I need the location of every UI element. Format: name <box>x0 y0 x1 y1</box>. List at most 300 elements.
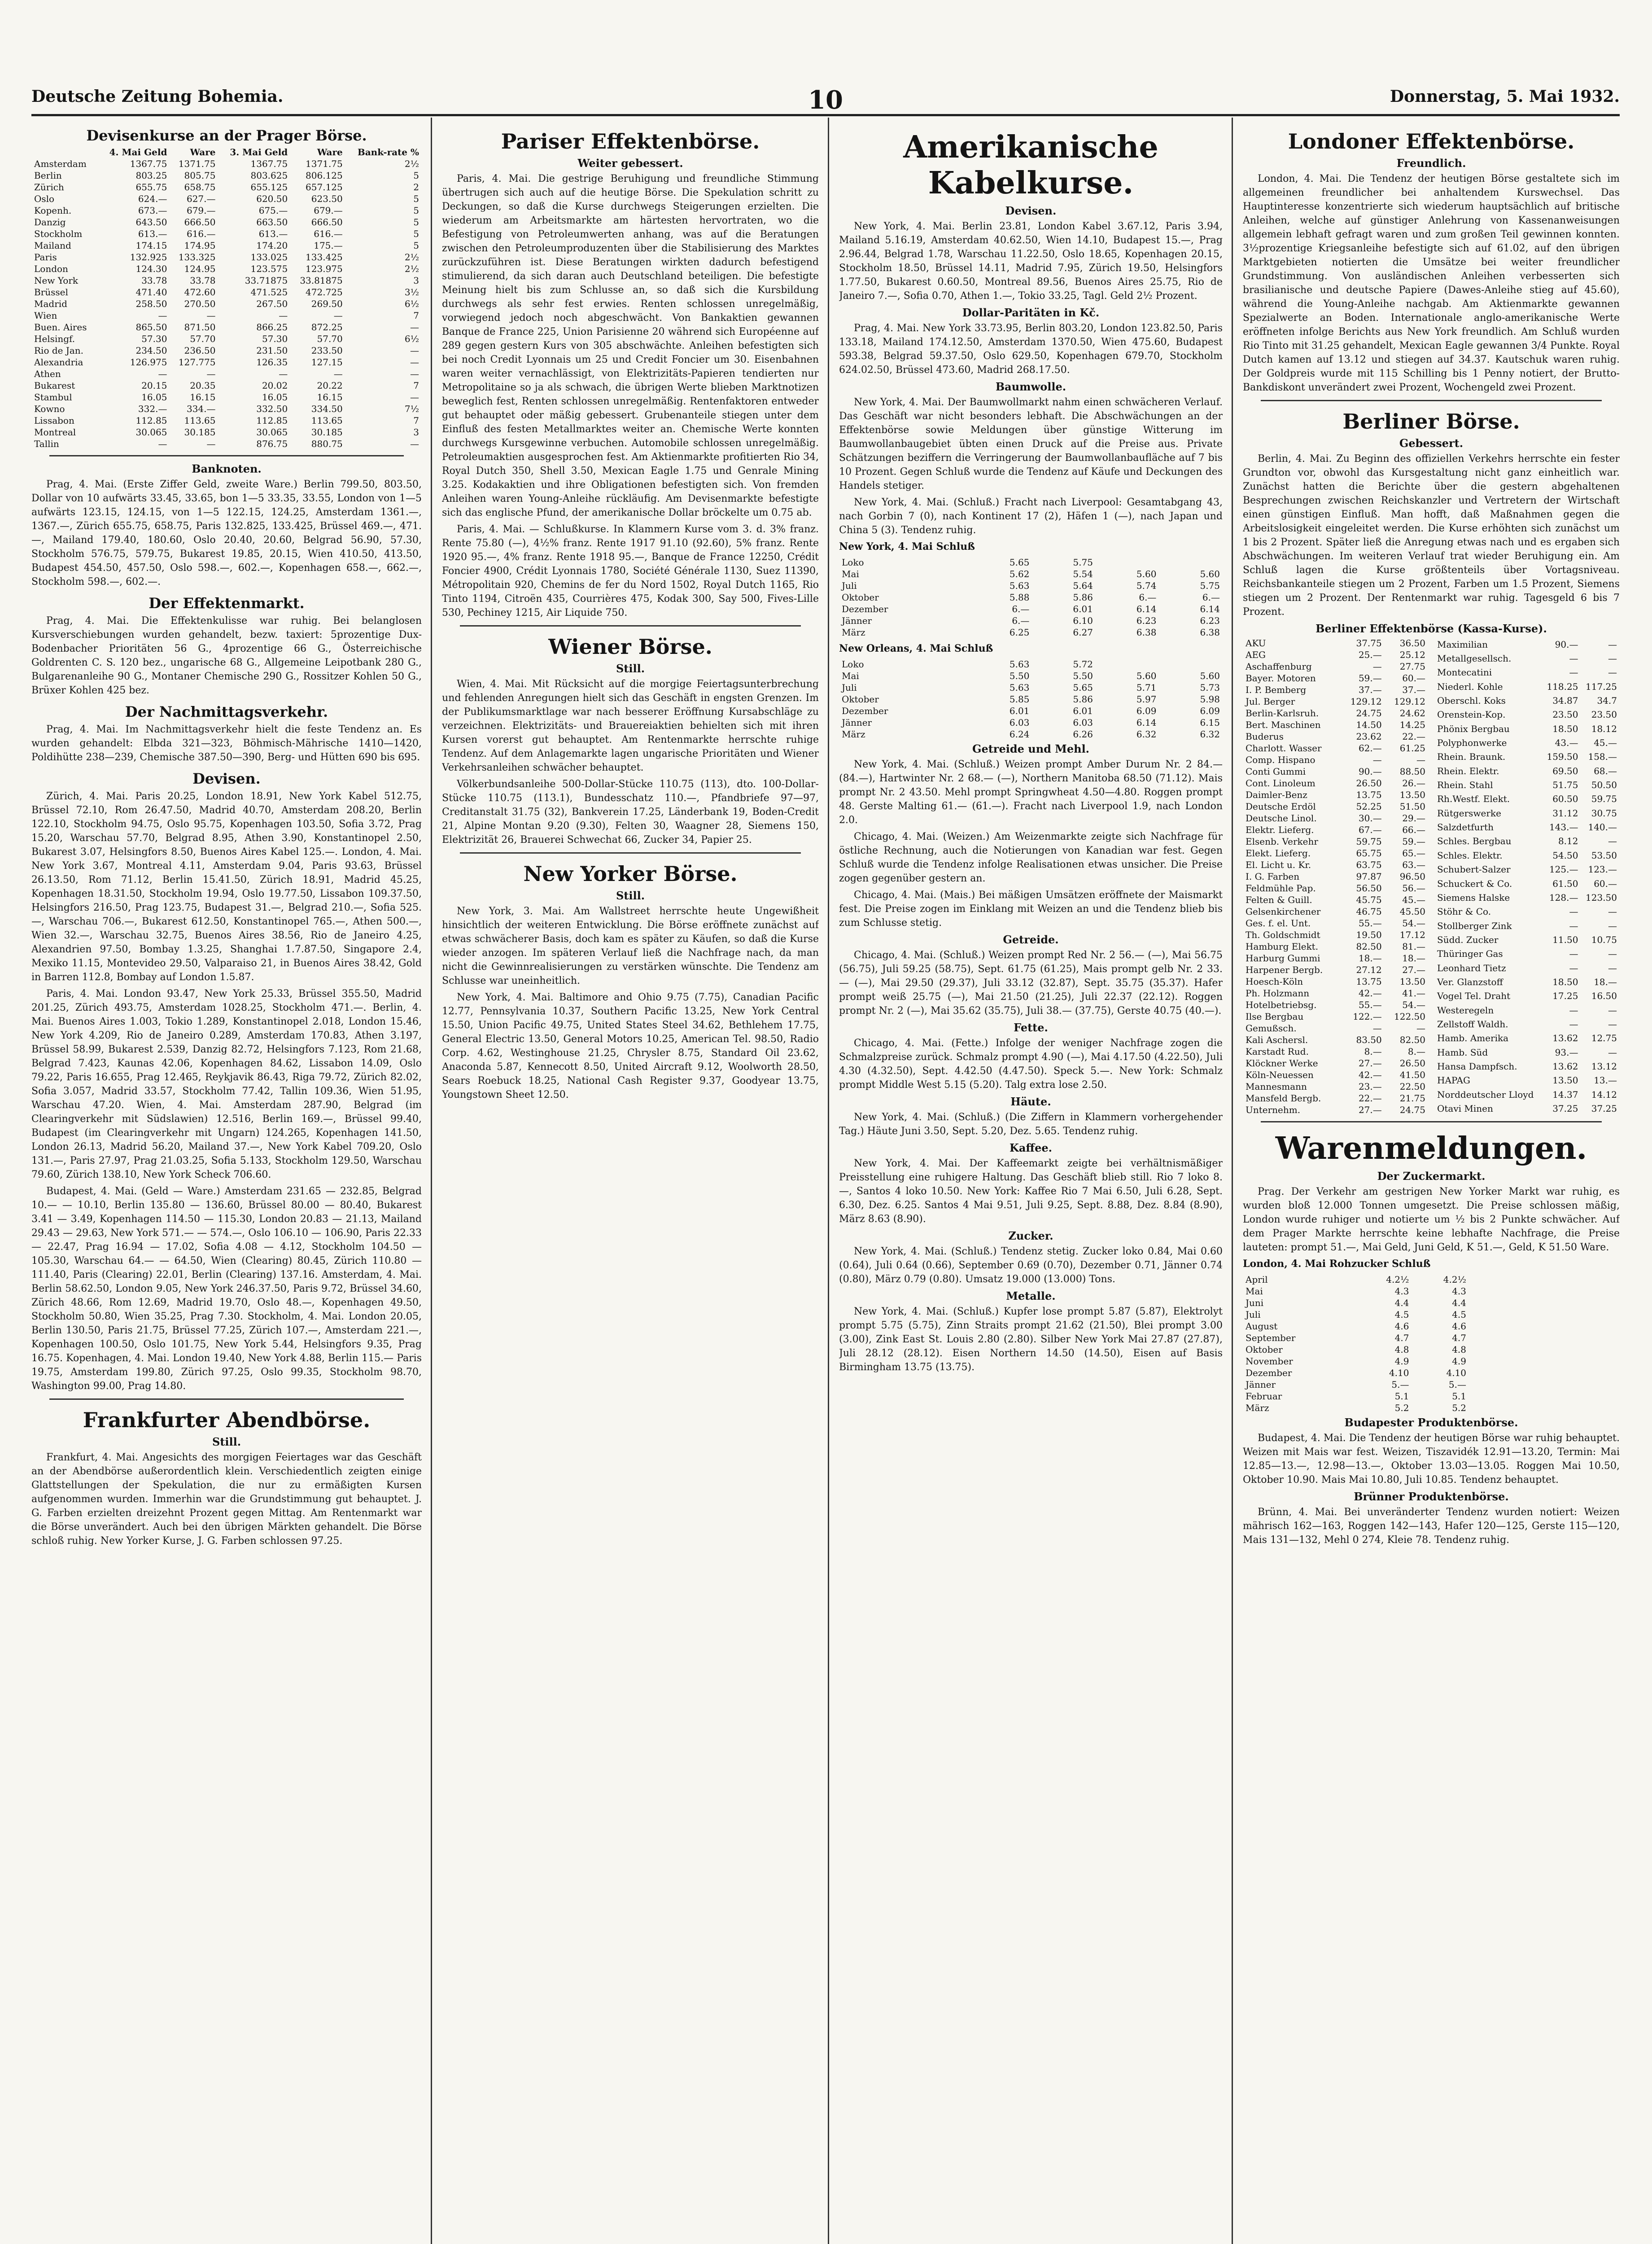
fette-subtitle: Fette. <box>1014 1021 1048 1034</box>
table-cell: 20.15 <box>141 380 167 391</box>
table-cell: Maximilian <box>1437 639 1488 650</box>
table-cell: 6.09 <box>1136 706 1157 716</box>
table-cell: 30.— <box>1358 813 1382 824</box>
table-cell: Oktober <box>842 694 879 705</box>
table-cell: 112.85 <box>135 415 167 426</box>
table-cell: 12.75 <box>1591 1033 1617 1044</box>
table-cell: 18.50 <box>1552 976 1578 987</box>
kassa-row <box>1243 882 1428 894</box>
table-cell: Kowno <box>34 403 65 414</box>
table-cell: HAPAG <box>1437 1075 1470 1086</box>
table-cell: Februar <box>1246 1391 1282 1402</box>
table-cell: 93.— <box>1555 1047 1578 1058</box>
table-cell: 6.24 <box>1009 729 1030 740</box>
table-cell: Wien <box>34 310 57 321</box>
table-cell: 14.25 <box>1399 719 1425 730</box>
table-cell: 4.7 <box>1394 1332 1409 1343</box>
table-cell: 5.75 <box>1200 580 1220 591</box>
kassa-row <box>1243 1034 1428 1046</box>
kassa-row <box>1434 863 1620 877</box>
table-cell: 27.12 <box>1356 964 1382 975</box>
budapester-title: Budapester Produktenbörse. <box>1344 1416 1518 1429</box>
table-cell: 18.— <box>1358 953 1382 964</box>
table-cell: 334.— <box>186 403 216 414</box>
table-cell: — <box>206 438 216 449</box>
table-cell: Hansa Dampfsch. <box>1437 1061 1517 1072</box>
table-cell: Tallin <box>34 438 59 449</box>
table-cell: Oktober <box>1246 1344 1283 1355</box>
table-cell: 4.8 <box>1394 1344 1409 1355</box>
table-cell: 13.12 <box>1591 1061 1617 1072</box>
table-cell: — <box>1372 1023 1382 1034</box>
table-cell: 133.425 <box>306 252 343 263</box>
section-title-frankfurt: Frankfurter Abendbörse. <box>83 1408 371 1432</box>
kassa-row <box>1243 976 1428 987</box>
table-cell: 4.2½ <box>1386 1274 1409 1285</box>
table-cell: Dezember <box>1246 1367 1292 1378</box>
table-cell: 23.62 <box>1356 731 1382 742</box>
column-rule <box>431 118 432 2244</box>
table-cell: 67.— <box>1358 824 1382 835</box>
table-cell: 13.50 <box>1399 976 1425 987</box>
baumwolle-subtitle: Baumwolle. <box>995 380 1066 393</box>
table-cell: Ilse Bergbau <box>1246 1011 1304 1022</box>
kassa-row <box>1243 917 1428 929</box>
devisen-row <box>31 415 422 426</box>
table-cell: 5.— <box>1448 1379 1466 1390</box>
table-cell: 4.5 <box>1394 1309 1409 1320</box>
table-cell: Lissabon <box>34 415 74 426</box>
table-cell: — <box>1608 920 1617 931</box>
table-cell: — <box>1569 1004 1578 1016</box>
table-cell: 655.75 <box>135 182 167 193</box>
kassa-row <box>1434 848 1620 862</box>
table-cell: Amsterdam <box>34 158 87 169</box>
table-cell: Zellstoff Waldh. <box>1437 1018 1508 1030</box>
devisen-row <box>31 275 422 286</box>
kassa-row <box>1243 1022 1428 1034</box>
sugar-row <box>1243 1379 1469 1390</box>
table-cell: 6.— <box>1139 592 1157 603</box>
table-cell: 6.14 <box>1200 604 1220 614</box>
table-cell: 270.50 <box>184 298 216 309</box>
table-cell: 18.12 <box>1591 723 1617 734</box>
table-cell: Phönix Bergbau <box>1437 723 1510 734</box>
table-header: 4. Mai Geld <box>109 147 167 158</box>
kassa-row <box>1434 975 1620 989</box>
table-cell: Ges. f. el. Unt. <box>1246 918 1311 929</box>
devisen-text-3: Budapest, 4. Mai. (Geld — Ware.) Amsterdam 231.65 — 232.85, Belgrad 10.— — 10.10, Berlin 135.80 — 136.60, Brüssel 80.00 — 80.40, Bukarest 3.41 — 3.49, Kopenhagen 114.50 — 115.30, London 20.83 — 21.13, Mailand 29.43 — 29.63, New York 571.— — 574.—, Oslo 106.10 — 106.90, Paris 22.33 — 22.47, Prag 16.94 — 17.02, Sofia 4.08 — 4.12, Stockholm 104.50 — 105.30, Warschau 64.— — 64.50, Wien (Clearing) 80.45, Zürich 110.80 — 111.40, Paris (Clearing) 22.01, Berlin (Clearing) 137.16. Amsterdam, 4. Mai. Berlin 58.62.50, London 9.05, New York 246.37.50, Paris 9.72, Brüssel 34.60, Zürich 48.66, Rom 12.69, Madrid 19.70, Oslo 48.—, Kopenhagen 49.50, Stockholm 50.80, Wien 35.25, Prag 7.30. Stockholm, 4. Mai. London 20.05, Berlin 130.50, Paris 21.75, Brüssel 77.25, Zürich 107.—, Amsterdam 221.—, Kopenhagen 100.50, Oslo 101.75, New York 5.44, Helsingfors 9.35, Prag 16.75. Kopenhagen, 4. Mai. London 19.40, New York 4.88, Berlin 115.— Paris 19.75, Amsterdam 199.80, Zürich 97.25, Oslo 99.35, Stockholm 98.70, Washington 99.00, Prag 14.80. <box>31 1186 422 1392</box>
section-title-wien: Wiener Börse. <box>548 635 712 659</box>
table-cell: 96.50 <box>1399 871 1425 882</box>
table-cell: I. G. Farben <box>1246 871 1300 882</box>
chicago-text: Chicago, 4. Mai. (Weizen.) Am Weizenmarkte zeigte sich Nachfrage für östliche Rechnung, auch die Notierungen von Kanadian war fest. Gegen Schluß wurde die Tendenz infolge Realisationen etwas unsicher. Die Preise zogen gegenüber gestern an. <box>839 831 1223 884</box>
table-cell: 5.60 <box>1136 671 1157 681</box>
table-cell: 4.4 <box>1394 1297 1409 1308</box>
column-1 <box>31 121 422 2244</box>
table-cell: Schles. Bergbau <box>1437 836 1512 847</box>
table-cell: — <box>206 368 216 379</box>
table-cell: 37.25 <box>1552 1103 1578 1114</box>
table-cell: Leonhard Tietz <box>1437 962 1506 973</box>
table-cell: 613.— <box>258 228 288 239</box>
table-cell: 5.60 <box>1200 671 1220 681</box>
table-cell: 3½ <box>404 287 419 298</box>
table-cell: 69.50 <box>1552 765 1578 776</box>
section-title-devisen: Devisen. <box>192 770 261 787</box>
table-cell: 5.63 <box>1009 682 1030 693</box>
table-cell: 4.7 <box>1452 1332 1466 1343</box>
kassa-row <box>1434 806 1620 820</box>
table-cell: 34.87 <box>1552 695 1578 706</box>
table-cell: Felten & Guill. <box>1246 894 1312 905</box>
table-cell: 3 <box>413 427 419 438</box>
table-cell: Rütgerswerke <box>1437 807 1501 819</box>
table-cell: 876.75 <box>256 438 288 449</box>
table-cell: 60.— <box>1594 878 1617 889</box>
table-cell: Salzdetfurth <box>1437 822 1494 833</box>
table-cell: — <box>1608 906 1617 917</box>
table-header: Ware <box>317 147 343 158</box>
kassa-row <box>1434 637 1620 651</box>
table-cell: 627.— <box>186 193 216 204</box>
kassa-title: Berliner Effektenbörse (Kassa-Kurse). <box>1315 622 1547 635</box>
london-text: London, 4. Mai. Die Tendenz der heutigen Börse gestaltete sich im allgemeinen freundlicher bei anhaltendem Kurswechsel. Das Hauptinteresse konzentrierte sich wiederum hauptsächlich auf britische Anleihen, welche auf günstiger Anlehrung von Kassenanweisungen allgemein lebhaft gefragt waren und zum großen Teil gewinnen konnten. 3½prozentige Kriegsanleihe befestigte sich auf 61.02, auf den übrigen Marktgebieten notierten die Umsätze bei weiter freundlicher Grundstimmung. Von ausländischen Anleihen verbesserten sich brasilianische und deutsche Papiere (Dawes-Anleihe stieg auf 45.60), während die Young-Anleihe nachgab. Am Aktienmarkte gewannen Spezialwerte an Boden. Internationale anglo-amerikanische Werte eröffneten infolge Berichts aus New York freundlich. Am Schluß wurden Rio Tinto mit 31.25 gehandelt, Mexican Eagle gewannen 3/4 Punkte. Royal Dutch kamen auf 13.12 und stiegen auf 34.37. Kautschuk waren ruhig. Der Goldpreis wurde mit 115 Schilling bis 1 Penny notiert, der Brutto-Bankdiskont unverändert zwei Prozent, Wochengeld zwei Prozent. <box>1243 173 1620 393</box>
kassa-row <box>1243 836 1428 847</box>
table-cell: April <box>1246 1274 1268 1285</box>
table-cell: 63.75 <box>1356 859 1382 870</box>
sugar-row <box>1243 1285 1469 1297</box>
new-york-text: New York, 3. Mai. Am Wallstreet herrschte heute Ungewißheit hinsichtlich der weiteren Entwicklung. Die Börse eröffnete zunächst auf etwas schwächerer Basis, doch kam es später zu Käufen, so daß die Kurse wieder anzogen. Im späteren Verlauf ließ die Nachfrage nach, da man nicht die Gewinnrealisierungen zu verstärken wünschte. Die Tendenz am Schlusse war uneinheitlich. <box>442 906 819 986</box>
table-cell: — <box>1416 1023 1425 1034</box>
ny-cotton-table <box>839 557 1223 638</box>
table-cell: 471.525 <box>250 287 288 298</box>
table-cell: 45.50 <box>1399 906 1425 917</box>
table-cell: — <box>333 310 343 321</box>
wien-subtitle: Still. <box>616 662 645 675</box>
table-cell: 258.50 <box>135 298 167 309</box>
devisen-row <box>31 426 422 438</box>
table-cell: 19.50 <box>1356 929 1382 940</box>
devisen-row <box>31 368 422 380</box>
issue-date: Donnerstag, 5. Mai 1932. <box>1390 87 1620 106</box>
cotton-row <box>839 682 1223 693</box>
table-cell: 143.— <box>1549 822 1578 833</box>
table-cell: 16.05 <box>262 392 288 403</box>
table-cell: 57.70 <box>317 333 343 344</box>
table-cell: Norddeutscher Lloyd <box>1437 1089 1534 1100</box>
table-cell: — <box>1569 667 1578 678</box>
sugar-row <box>1243 1309 1469 1320</box>
table-cell: 159.50 <box>1547 751 1578 763</box>
divider <box>49 1398 404 1400</box>
table-cell: 8.— <box>1364 1046 1382 1057</box>
cotton-row <box>839 693 1223 705</box>
table-cell: 332.50 <box>256 403 288 414</box>
table-cell: 6.38 <box>1200 627 1220 638</box>
table-cell: 125.— <box>1549 864 1578 875</box>
table-cell: Thüringer Gas <box>1437 948 1503 960</box>
table-cell: — <box>158 368 167 379</box>
table-cell: 113.65 <box>184 415 216 426</box>
table-cell: 880.75 <box>311 438 343 449</box>
table-cell: 666.50 <box>184 217 216 228</box>
table-cell: — <box>410 392 419 403</box>
table-cell: Jänner <box>842 717 872 728</box>
table-cell: 16.15 <box>317 392 343 403</box>
table-cell: 33.71875 <box>245 275 288 286</box>
cotton-row <box>839 705 1223 717</box>
table-cell: 41.50 <box>1399 1069 1425 1080</box>
chicago-mais-text: Chicago, 4. Mai. (Mais.) Bei mäßigen Umsätzen eröffnete der Maismarkt fest. Die Preise zogen im Einklang mit Weizen an und die Tendenz blieb bis zum Schlusse stetig. <box>839 890 1223 929</box>
table-cell: Orenstein-Kop. <box>1437 709 1506 720</box>
table-cell: November <box>1246 1356 1293 1367</box>
kassa-row <box>1434 778 1620 792</box>
table-cell: 23.— <box>1358 1081 1382 1092</box>
kassa-row <box>1434 1045 1620 1059</box>
effektenmarkt-text: Prag, 4. Mai. Die Effektenkulisse war ruhig. Bei belanglosen Kursverschiebungen wurden gehandelt, bezw. taxiert: 5prozentige Dux-Bodenbacher Prioritäten 56 G., 4prozentige 66 G., Österreichische Goldrenten C. S. 120 bez., ungarische 68 G., Allgemeine Leipotbank 280 G., Bulgarenanleihe 90 G., Montaner Chemische 290 G., Rossitzer Kohlen 50 G., Brüxer Kohlen 425 bez. <box>31 615 422 696</box>
table-cell: 6.— <box>1012 604 1030 614</box>
table-cell: 25.12 <box>1399 649 1425 660</box>
sugar-row <box>1243 1355 1469 1367</box>
table-cell: — <box>1608 836 1617 847</box>
table-cell: 5.88 <box>1009 592 1030 603</box>
devisen-table <box>31 146 422 450</box>
kassa-row <box>1243 894 1428 906</box>
table-cell: 55.— <box>1358 918 1382 929</box>
table-cell: 61.25 <box>1399 743 1425 754</box>
table-cell: Kopenh. <box>34 205 72 216</box>
table-cell: 6½ <box>404 333 419 344</box>
table-cell: Hotelbetriebsg. <box>1246 999 1317 1010</box>
table-cell: 805.75 <box>184 170 216 181</box>
table-cell: 5 <box>413 193 419 204</box>
kassa-row <box>1434 722 1620 736</box>
table-cell: 22.— <box>1358 1093 1382 1104</box>
table-cell: 26.50 <box>1356 778 1382 789</box>
table-cell: 6.01 <box>1073 706 1093 716</box>
table-cell: 90.— <box>1555 639 1578 650</box>
divider <box>49 455 404 456</box>
table-cell: 54.50 <box>1552 850 1578 861</box>
table-cell: Paris <box>34 252 57 263</box>
table-cell: 865.50 <box>135 322 167 333</box>
table-cell: 59.— <box>1358 673 1382 684</box>
table-cell: AKU <box>1246 638 1266 649</box>
table-cell: Charlott. Wasser <box>1246 743 1322 754</box>
table-cell: 5 <box>413 217 419 228</box>
table-cell: — <box>333 368 343 379</box>
kassa-row <box>1434 890 1620 904</box>
table-cell: 472.725 <box>306 287 343 298</box>
table-cell: 806.125 <box>306 170 343 181</box>
table-cell: 10.75 <box>1591 934 1617 945</box>
table-cell: 122.— <box>1353 1011 1382 1022</box>
kassa-row <box>1243 754 1428 766</box>
kassa-row <box>1243 742 1428 754</box>
kassa-row <box>1243 684 1428 696</box>
table-cell: 267.50 <box>256 298 288 309</box>
kassa-row <box>1434 905 1620 919</box>
table-cell: 17.12 <box>1399 929 1425 940</box>
divider <box>1261 400 1602 401</box>
table-header: 3. Mai Geld <box>230 147 288 158</box>
table-cell: 22.50 <box>1399 1081 1425 1092</box>
table-cell: 4.9 <box>1452 1356 1466 1367</box>
table-cell: — <box>410 438 419 449</box>
masthead <box>31 85 1620 116</box>
table-cell: 334.50 <box>311 403 343 414</box>
table-cell: 8.12 <box>1558 836 1578 847</box>
kassa-row <box>1243 964 1428 976</box>
kassa-row <box>1243 847 1428 859</box>
table-cell: 82.50 <box>1356 941 1382 952</box>
devisen-row <box>31 251 422 263</box>
table-cell: 27.— <box>1402 964 1425 975</box>
table-cell: 123.975 <box>306 263 343 274</box>
table-cell: 59.75 <box>1356 836 1382 847</box>
cotton-row <box>839 717 1223 728</box>
section-title-effektenmarkt: Der Effektenmarkt. <box>149 595 305 612</box>
table-cell: 37.25 <box>1591 1103 1617 1114</box>
table-cell: 118.25 <box>1547 681 1578 692</box>
table-cell: Helsingf. <box>34 333 75 344</box>
table-cell: 332.— <box>138 403 167 414</box>
table-cell: 129.12 <box>1394 696 1425 707</box>
kassa-row <box>1243 719 1428 731</box>
table-cell: 4.2½ <box>1443 1274 1466 1285</box>
kassa-row <box>1243 952 1428 964</box>
table-cell: 30.185 <box>184 427 216 438</box>
table-cell: 50.50 <box>1591 780 1617 791</box>
kassa-row <box>1243 649 1428 661</box>
kassa-row <box>1243 859 1428 871</box>
table-cell: 174.95 <box>184 240 216 251</box>
table-cell: Bayer. Motoren <box>1246 673 1316 684</box>
table-cell: 13.75 <box>1356 976 1382 987</box>
table-cell: Jänner <box>1246 1379 1276 1390</box>
section-title-london: Londoner Effektenbörse. <box>1288 129 1575 153</box>
table-cell: Vogel Tel. Draht <box>1437 991 1511 1002</box>
table-cell: El. Licht u. Kr. <box>1246 859 1311 870</box>
table-cell: Oberschl. Koks <box>1437 695 1506 706</box>
table-cell: 13.— <box>1594 1075 1617 1086</box>
table-cell: 643.50 <box>135 217 167 228</box>
table-cell: Th. Goldschmidt <box>1246 929 1320 940</box>
table-cell: Köln-Neuessen <box>1246 1069 1314 1080</box>
kassa-row <box>1434 1101 1620 1116</box>
table-cell: 2 <box>413 182 419 193</box>
table-cell: 5 <box>413 170 419 181</box>
table-cell: Hamburg Elekt. <box>1246 941 1319 952</box>
table-cell: Montecatini <box>1437 667 1492 678</box>
table-cell: 34.7 <box>1597 695 1617 706</box>
devisen-row <box>31 263 422 275</box>
table-cell: 33.81875 <box>300 275 343 286</box>
table-cell: 127.775 <box>178 357 216 368</box>
kassa-row <box>1434 750 1620 764</box>
table-cell: Kali Aschersl. <box>1246 1034 1308 1045</box>
table-cell: Alexandria <box>34 357 83 368</box>
chicago-getreide-text: Chicago, 4. Mai. (Schluß.) Weizen prompt Red Nr. 2 56.— (—), Mai 56.75 (56.75), Juli 59.25 (58.75), Sept. 61.75 (61.25), Mais prompt gelb Nr. 2 33.— (—), Mai 29.50 (29.37), Juli 33.12 (32.87), Sept. 35.75 (35.37). Hafer prompt weiß 25.75 (—), Mai 21.50 (21.25), Juli 22.37 (22.12). Roggen prompt Nr. 2 (—), Mai 35.62 (35.75), Juli 38.— (37.75), Gerste 40.75 (40.—). <box>839 950 1223 1017</box>
table-cell: 616.— <box>314 228 343 239</box>
table-cell: 36.50 <box>1399 638 1425 649</box>
kassa-row <box>1243 1104 1428 1116</box>
table-cell: 6.03 <box>1073 717 1093 728</box>
table-cell: 117.25 <box>1586 681 1617 692</box>
devisen-row <box>31 216 422 228</box>
table-cell: 6.10 <box>1073 615 1093 626</box>
table-cell: 132.925 <box>130 252 167 263</box>
table-cell: Westeregeln <box>1437 1004 1494 1016</box>
table-cell: 56.— <box>1402 883 1425 894</box>
liverpool-text: New York, 4. Mai. (Schluß.) Fracht nach Liverpool: Gesamtabgang 43, nach Gorbin 7 (0), nach Kontinent 17 (2), Häfen 1 (—), nach Japan und China 5 (3). Tendenz ruhig. <box>839 497 1223 536</box>
kassa-row <box>1434 666 1620 679</box>
table-cell: Schles. Elektr. <box>1437 850 1503 861</box>
column-4 <box>1243 121 1620 2244</box>
table-cell: 657.125 <box>306 182 343 193</box>
table-cell: Jänner <box>842 615 872 626</box>
table-cell: 675.— <box>258 205 288 216</box>
kassa-row <box>1243 731 1428 742</box>
table-cell: 5.64 <box>1073 580 1093 591</box>
table-cell: Klöckner Werke <box>1246 1058 1318 1069</box>
table-cell: 472.60 <box>184 287 216 298</box>
devisen-row <box>31 286 422 298</box>
table-cell: Polyphonwerke <box>1437 737 1507 749</box>
table-cell: 803.625 <box>250 170 288 181</box>
table-cell: 5.97 <box>1136 694 1157 705</box>
table-cell: — <box>410 322 419 333</box>
table-cell: 1371.75 <box>178 158 216 169</box>
table-cell: 27.75 <box>1399 661 1425 672</box>
table-cell: Daimler-Benz <box>1246 789 1307 800</box>
table-cell: 4.6 <box>1452 1321 1466 1332</box>
table-cell: — <box>1569 1018 1578 1030</box>
kassa-row <box>1434 693 1620 707</box>
table-cell: 41.— <box>1402 988 1425 999</box>
table-cell: — <box>1608 639 1617 650</box>
table-cell: 5.— <box>1391 1379 1409 1390</box>
table-cell: Elektr. Lieferg. <box>1246 824 1314 835</box>
table-cell: 269.50 <box>311 298 343 309</box>
table-cell: 112.85 <box>256 415 288 426</box>
wien-quotes: Völkerbundsanleihe 500-Dollar-Stücke 110.75 (113), dto. 100-Dollar-Stücke 110.75 (113.1), Bundesschatz 110.—, Pfandbriefe 97—97, Creditanstalt 31.75 (32), Bankverein 17.25, Länderbank 19, Boden-Credit 21, Alpine Montan 9.20 (9.30), Felten 30, Waagner 28, Siemens 150, Elektrizität 26, Brauerei Schwechat 66, Zucker 34, Papier 25. <box>442 779 819 846</box>
table-cell: Athen <box>34 368 61 379</box>
kaffee-text: New York, 4. Mai. Der Kaffeemarkt zeigte bei verhältnismäßiger Preisstellung eine ruhigere Haltung. Das Geschäft blieb still. Rio 7 loko 8.—, Santos 4 loko 10.50. New York: Kaffee Rio 7 Mai 6.50, Juli 6.28, Sept. 6.30, Dez. 6.25. Santos 4 Mai 9.51, Juli 9.25, Sept. 8.88, Dez. 8.84 (8.90), März 8.63 (8.90). <box>839 1158 1223 1225</box>
table-cell: 4.4 <box>1452 1297 1466 1308</box>
table-cell: März <box>1246 1402 1269 1413</box>
new-york-subtitle: Still. <box>616 889 645 902</box>
table-cell: Zürich <box>34 182 64 193</box>
table-cell: I. P. Bemberg <box>1246 684 1307 695</box>
table-cell: 18.— <box>1594 976 1617 987</box>
table-cell: 673.— <box>138 205 167 216</box>
berlin-subtitle: Gebessert. <box>1399 437 1464 450</box>
devisen-row <box>31 380 422 391</box>
table-cell: 97.87 <box>1356 871 1382 882</box>
cotton-row <box>839 592 1223 603</box>
section-title-kabelkurse: Amerikanische Kabelkurse. <box>903 129 1158 201</box>
table-cell: 3 <box>413 275 419 286</box>
table-cell: 51.50 <box>1399 801 1425 812</box>
kassa-row <box>1434 834 1620 848</box>
sugar-row <box>1243 1402 1469 1414</box>
table-cell: 5.62 <box>1009 569 1030 579</box>
kassa-row <box>1434 764 1620 778</box>
table-cell: 23.50 <box>1591 709 1617 720</box>
table-cell: Mai <box>1246 1286 1263 1297</box>
